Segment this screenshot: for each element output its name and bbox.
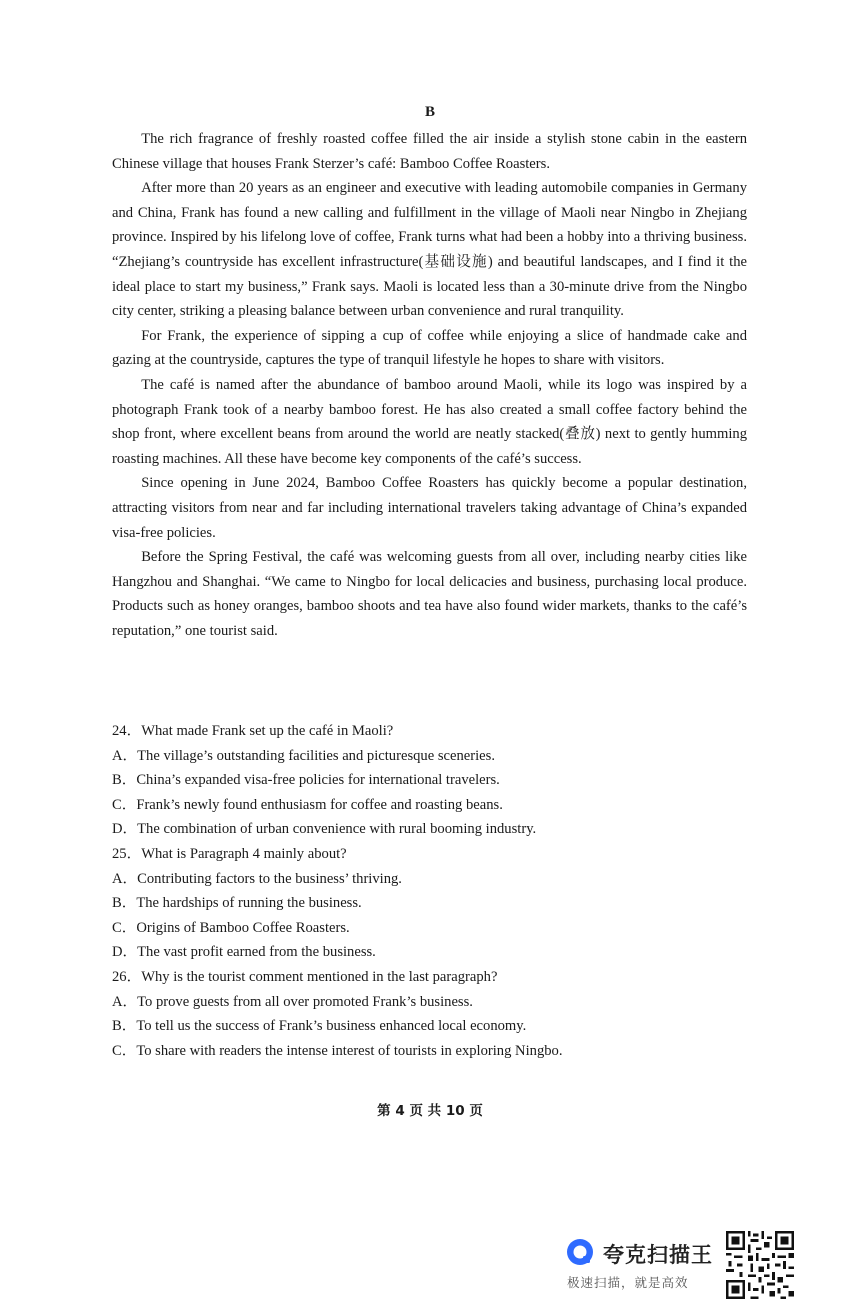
qr-code-icon [726,1231,794,1299]
option-c: C．Frank’s newly found enthusiasm for coffee and roasting beans. [112,796,503,813]
reading-passage [112,127,747,643]
option-b: B．The hardships of running the business. [112,895,362,912]
section-label: B [424,104,435,120]
passage-paragraph-4: The café is named after the abundance of bamboo around Maoli, while its logo was inspired by a photograph Frank took of a nearby bamboo forest. He has also created a small coffee factory behind the shop front, where excellent beans from around the world are neatly stacked(叠放) next to gently humming roasting machines. All these have become key components of the café’s success. [112,376,747,467]
passage-paragraph-6: Before the Spring Festival, the café was welcoming guests from all over, including nearby cities like Hangzhou and Shanghai. “We came to Ningbo for local delicacies and business, purchasing local produce. Products such as honey oranges, bamboo shoots and tea have also found wider markets, thanks to the café’s reputation,” one tourist said. [112,549,747,639]
passage-paragraph-5: Since opening in June 2024, Bamboo Coffee Roasters has quickly become a popular destination, attracting visitors from near and far including international travelers taking advantage of China’s expanded visa-free policies. [112,475,747,541]
option-d: D．The combination of urban convenience with rural booming industry. [112,821,537,838]
option-b: B．China’s expanded visa-free policies for international travelers. [112,772,500,789]
watermark-slogan: 极速扫描，就是高效 [567,1275,689,1290]
watermark-brand: 夸克扫描王 [603,1243,713,1267]
option-d: D．The vast profit earned from the business. [112,944,376,961]
scanner-watermark [565,1233,725,1293]
option-c: C．To share with readers the intense interest of tourists in exploring Ningbo. [112,1042,563,1059]
passage-paragraph-1: The rich fragrance of freshly roasted coffee filled the air inside a stylish stone cabin in the eastern Chinese village that houses Frank Sterzer’s café: Bamboo Coffee Roasters. [112,131,747,172]
option-b: B．To tell us the success of Frank’s business enhanced local economy. [112,1018,527,1035]
question-stem: 25．What is Paragraph 4 mainly about? [112,845,347,862]
passage-paragraph-2: After more than 20 years as an engineer and executive with leading automobile companies in Germany and China, Frank has found a new calling and fulfillment in the village of Maoli near Ningbo in Zhejiang province. Inspired by his lifelong love of coffee, Frank turns what had been a hobby into a thriving business. “Zhejiang’s countryside has excellent infrastructure(基础设施) and beautiful landscapes, and I find it the ideal place to start my business,” Frank says. Maoli is located less than a 30-minute drive from the Ningbo city center, striking a pleasing balance between urban convenience and rural tranquility. [112,180,747,320]
page-number-footer: 第 4 页 共 10 页 [377,1103,483,1119]
question-25 [112,842,752,965]
question-stem: 26．Why is the tourist comment mentioned in the last paragraph? [112,968,498,985]
question-24 [112,719,752,842]
option-a: A．To prove guests from all over promoted Frank’s business. [112,993,473,1010]
question-stem: 24．What made Frank set up the café in Maoli? [112,723,394,739]
question-list [112,719,752,1063]
question-26 [112,965,752,1063]
quark-logo-icon [565,1237,595,1267]
passage-paragraph-3: For Frank, the experience of sipping a cup of coffee while enjoying a slice of handmade cake and gazing at the countryside, captures the type of tranquil lifestyle he hopes to share with visitors. [112,327,747,369]
option-a: A．Contributing factors to the business’ thriving. [112,870,402,887]
option-c: C．Origins of Bamboo Coffee Roasters. [112,919,350,936]
option-a: A．The village’s outstanding facilities and picturesque sceneries. [112,747,495,764]
